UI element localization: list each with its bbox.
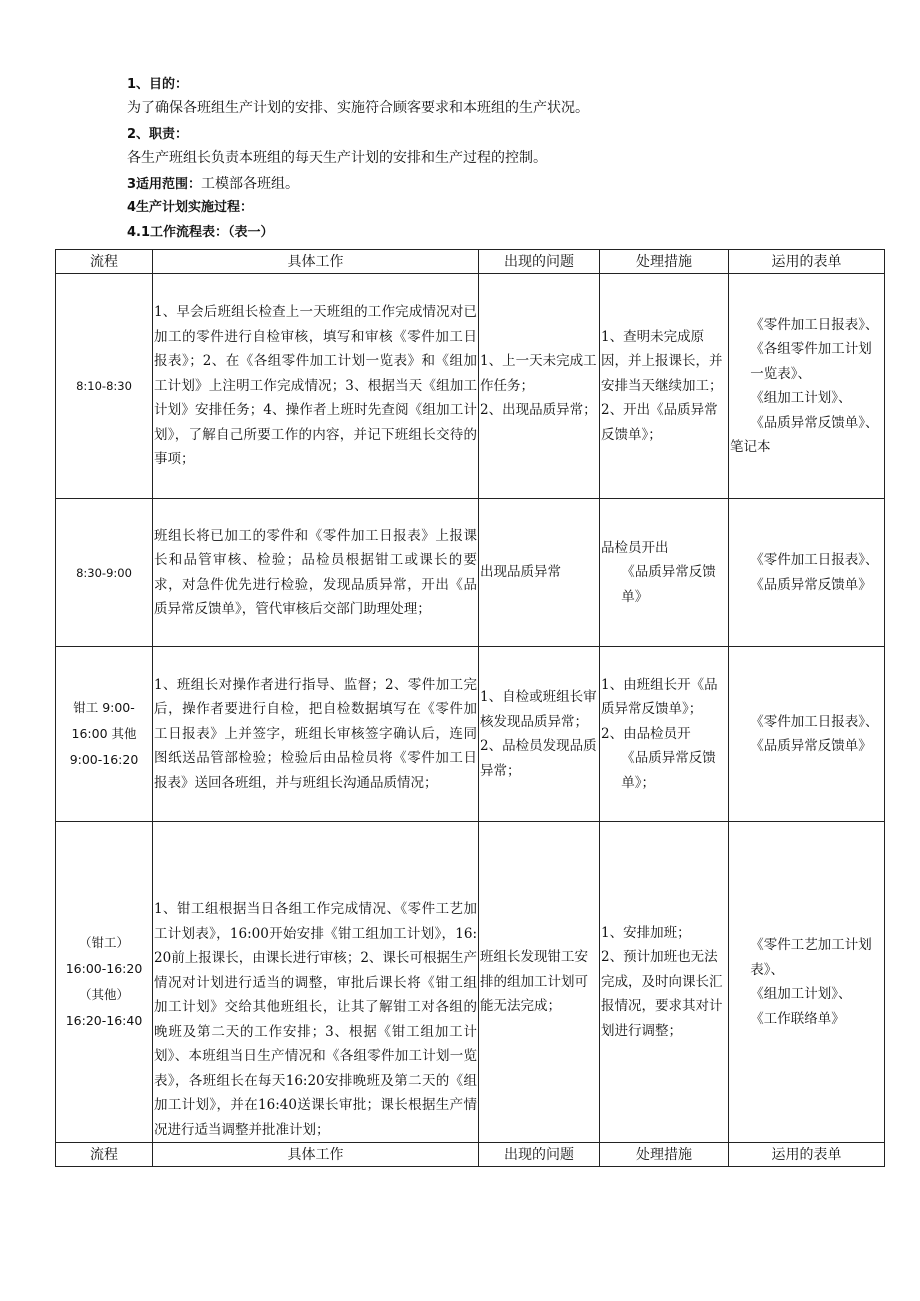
problem-line: 1、自检或班组长审核发现品质异常；2、品检员发现品质异常； [480, 689, 597, 779]
row1-time [56, 274, 153, 499]
row4-time [56, 822, 153, 1143]
form-line: 《零件加工日报表》、 [750, 552, 879, 568]
footer-problem: 出现的问题 [479, 1143, 600, 1167]
time-line: 9:00-16:20 [69, 752, 139, 767]
time-line: 钳工 9:00- [73, 700, 135, 715]
row2-work: 班组长将已加工的零件和《零件加工日报表》上报课长和品管审核、检验；品检员根据钳工或课长的要求，对急件优先进行检验，发现品质异常，开出《品质异常反馈单》，管代审核后交部门助理处理； [153, 499, 479, 647]
process-heading: 4生产计划实施过程： [127, 200, 254, 215]
row2-problem [479, 499, 600, 647]
row1-forms [729, 274, 885, 499]
action-line: 品检员开出 [601, 539, 669, 556]
action-line: 2、由品检员开 [601, 725, 691, 742]
header-action: 处理措施 [600, 250, 729, 274]
time-line: 8:10-8:30 [76, 379, 132, 393]
row3-time [56, 647, 153, 822]
footer-process: 流程 [56, 1143, 153, 1167]
form-line: 《组加工计划》、 [750, 986, 852, 1002]
row3-work: 1、班组长对操作者进行指导、监督；2、零件加工完后，操作者要进行自检，把自检数据填写在《零件加工日报表》上并签字，班组长审核签字确认后，连同图纸送品管部检验；检验后由品检员将《零件加工日报表》送回各班组，并与班组长沟通品质情况； [153, 647, 479, 822]
time-line: （其他） [78, 987, 129, 1002]
footer-action: 处理措施 [600, 1143, 729, 1167]
row4-action [600, 822, 729, 1143]
time-line: （钳工） [78, 935, 129, 950]
row1-work: 1、早会后班组长检查上一天班组的工作完成情况对已加工的零件进行自检审核，填写和审核《零件加工日报表》；2、在《各组零件加工计划一览表》和《组加工计划》上注明工作完成情况；3、根据当天《组加工计划》安排任务；4、操作者上班时先查阅《组加工计划》，了解自己所要工作的内容，并记下班组长交待的事项； [153, 274, 479, 499]
table-header-row [56, 250, 885, 274]
table-row [56, 647, 885, 822]
duty-text: 各生产班组长负责本班组的每天生产计划的安排和生产过程的控制。 [127, 150, 547, 166]
footer-forms: 运用的表单 [729, 1143, 885, 1167]
problem-line: 2、出现品质异常； [480, 402, 597, 419]
table-row [56, 499, 885, 647]
form-line: 《工作联络单》 [750, 1010, 845, 1027]
header-process: 流程 [56, 250, 153, 274]
header-forms: 运用的表单 [729, 250, 885, 274]
action-line: 1、查明未完成原因，并上报课长，并安排当天继续加工； [601, 328, 723, 394]
row4-forms [729, 822, 885, 1143]
action-line: 《品质异常反馈单》； [621, 750, 716, 791]
time-line: 16:00 其他 [71, 726, 137, 741]
footer-work: 具体工作 [153, 1143, 479, 1167]
duty-heading: 2、职责： [127, 127, 189, 142]
row3-forms [729, 647, 885, 822]
table-row [56, 274, 885, 499]
row1-problem [479, 274, 600, 499]
scope-title: 3适用范围： [127, 177, 202, 192]
row1-action [600, 274, 729, 499]
table-row [56, 822, 885, 1143]
row3-action [600, 647, 729, 822]
form-line: 《品质异常反馈单》 [750, 576, 872, 593]
problem-line: 1、上一天未完成工作任务； [480, 353, 597, 394]
purpose-heading: 1、目的： [127, 77, 189, 92]
action-line: 2、开出《品质异常反馈单》； [601, 402, 718, 443]
problem-line: 班组长发现钳工安排的组加工计划可能无法完成； [480, 949, 588, 1015]
form-line: 《零件加工日报表》、 [750, 713, 879, 730]
action-line: 1、安排加班； [601, 924, 691, 941]
problem-line: 出现品质异常 [480, 564, 561, 581]
action-line: 1、由班组长开《品质异常反馈单》； [601, 676, 718, 718]
form-line: 《零件加工日报表》、 [750, 316, 879, 333]
form-line: 《零件工艺加工计划表》、 [750, 937, 872, 978]
action-line: 2、预计加班也无法完成，及时向课长汇报情况，要求其对计划进行调整； [601, 949, 723, 1039]
time-line: 16:20-16:40 [65, 1013, 143, 1028]
row2-time [56, 499, 153, 647]
header-problem: 出现的问题 [479, 250, 600, 274]
header-work: 具体工作 [153, 250, 479, 274]
table-title: 4.1工作流程表：（表一） [127, 225, 274, 240]
row2-forms [729, 499, 885, 647]
form-line: 《品质异常反馈单》 [750, 738, 872, 754]
scope-text: 工模部各班组。 [201, 176, 300, 192]
action-line: 《品质异常反馈单》 [621, 564, 716, 605]
form-line: 《品质异常反馈单》、 [750, 414, 879, 431]
scope-heading [127, 175, 299, 194]
row4-problem [479, 822, 600, 1143]
purpose-text: 为了确保各班组生产计划的安排、实施符合顾客要求和本班组的生产状况。 [127, 100, 589, 116]
row4-work: 1、钳工组根据当日各组工作完成情况、《零件工艺加工计划表》，16:00开始安排《钳工组加工计划》，16:20前上报课长，由课长进行审核；2、课长可根据生产情况对计划进行适当的调整，审批后课长将《钳工组加工计划》交给其他班组长，让其了解钳工对各组的晚班及第二天的工作安排；3、根据《钳工组加工计划》、本班组当日生产情况和《各组零件加工计划一览表》，各班组长在每天16:20安排晚班及第二天的《组加工计划》，并在16:40送课长审批；课长根据生产情况进行适当调整并批准计划； [153, 822, 479, 1143]
row2-action [600, 499, 729, 647]
time-line: 16:00-16:20 [65, 961, 143, 976]
form-line: 笔记本 [730, 439, 771, 455]
time-line: 8:30-9:00 [76, 565, 132, 580]
form-line: 《组加工计划》、 [750, 390, 852, 406]
table-footer-row [56, 1143, 885, 1167]
form-line: 《各组零件加工计划一览表》、 [750, 341, 872, 382]
workflow-table [55, 249, 885, 1167]
row3-problem [479, 647, 600, 822]
